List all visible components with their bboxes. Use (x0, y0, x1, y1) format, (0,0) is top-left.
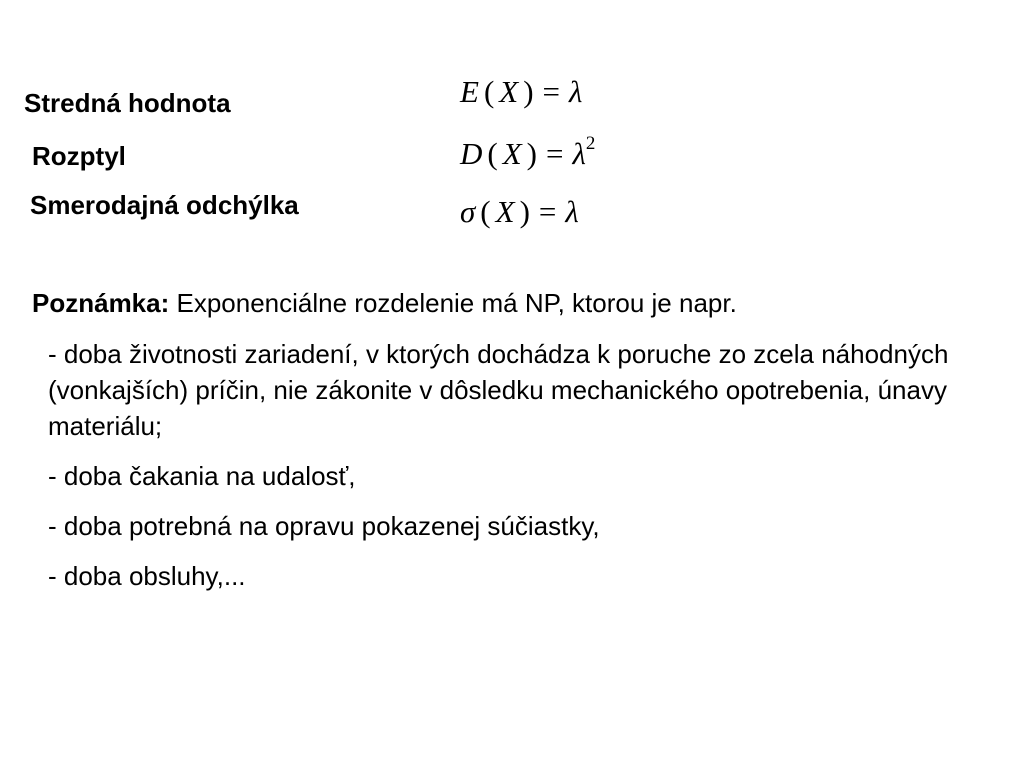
variance-formula-func: D (460, 136, 483, 171)
mean-formula-arg: X (499, 74, 519, 109)
mean-formula: E ( X ) = λ (460, 74, 583, 109)
mean-formula-rhs: λ (569, 74, 583, 109)
variance-formula-exp: 2 (585, 132, 596, 154)
note-heading: Poznámka: (32, 288, 170, 318)
list-item: - doba čakania na udalosť, (48, 461, 356, 491)
std-deviation-formula-func: σ (460, 194, 476, 229)
list-item: - doba obsluhy,... (48, 561, 246, 591)
list-item: - doba potrebná na opravu pokazenej súčiastky, (48, 511, 600, 541)
list-item: - doba životnosti zariadení, v ktorých dochádza k poruche zo zcela náhodných (vonkajších) príčin, nie zákonite v dôsledku mechanického opotrebenia, únavy materiálu; (48, 339, 949, 441)
mean-label: Stredná hodnota (24, 88, 231, 118)
variance-formula-arg: X (502, 136, 522, 171)
note-text: Exponenciálne rozdelenie má NP, ktorou je napr. (176, 288, 737, 318)
std-deviation-formula: σ ( X ) = λ (460, 194, 579, 229)
mean-formula-func: E (460, 74, 479, 109)
std-deviation-label: Smerodajná odchýlka (30, 190, 299, 220)
std-deviation-formula-rhs: λ (565, 194, 579, 229)
variance-label: Rozptyl (32, 141, 126, 171)
variance-formula: D ( X ) = $\lambda^2$ (460, 132, 596, 171)
variance-formula-rhs: λ (572, 136, 586, 171)
examples-list (48, 336, 988, 608)
std-deviation-formula-arg: X (495, 194, 515, 229)
note-paragraph (32, 286, 737, 320)
